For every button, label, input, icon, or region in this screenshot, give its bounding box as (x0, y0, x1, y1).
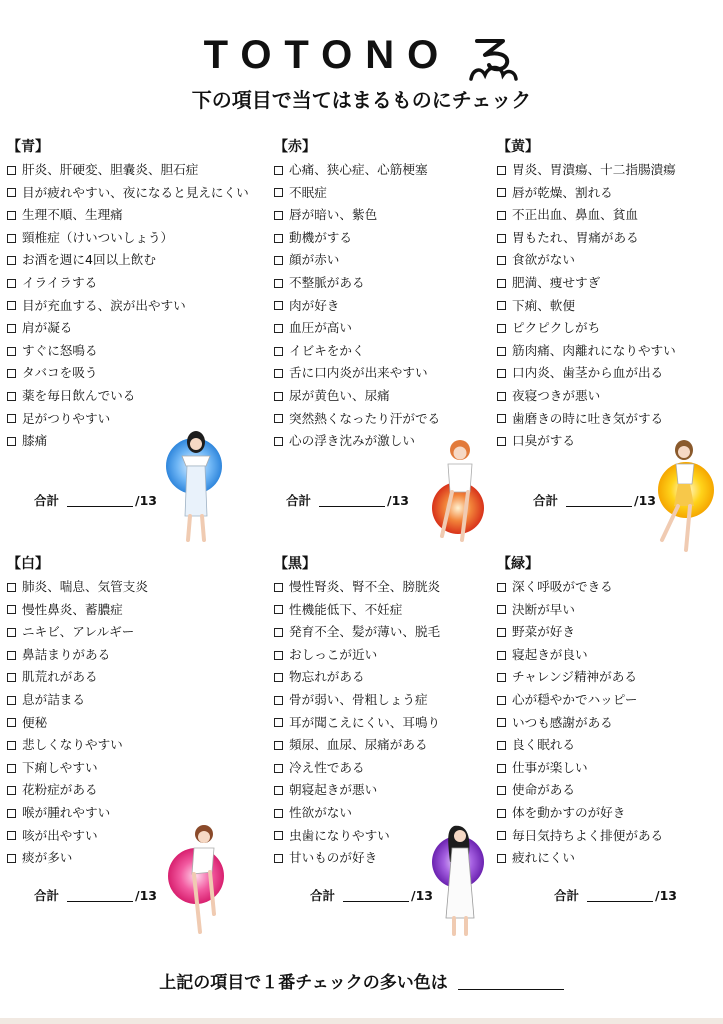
checklist-item[interactable]: 不正出血、鼻血、貧血 (497, 204, 676, 227)
checklist-item[interactable]: 仕事が楽しい (497, 757, 663, 780)
checkbox-icon[interactable] (7, 718, 16, 727)
checklist-item[interactable]: 舌に口内炎が出来やすい (274, 362, 440, 385)
checkbox-icon[interactable] (7, 764, 16, 773)
checklist-item[interactable]: 慢性腎炎、腎不全、膀胱炎 (274, 576, 440, 599)
section-black (274, 554, 440, 870)
total-blank[interactable] (587, 900, 653, 902)
checklist-item[interactable]: 筋肉痛、肉離れになりやすい (497, 340, 676, 363)
checkbox-icon[interactable] (274, 392, 283, 401)
checkbox-icon[interactable] (7, 605, 16, 614)
checkbox-icon[interactable] (274, 234, 283, 243)
checkbox-icon[interactable] (497, 651, 506, 660)
checkbox-icon[interactable] (497, 583, 506, 592)
checkbox-icon[interactable] (497, 605, 506, 614)
checkbox-icon[interactable] (497, 831, 506, 840)
checkbox-icon[interactable] (274, 301, 283, 310)
checkbox-icon[interactable] (497, 211, 506, 220)
woman-illustration-icon (650, 436, 720, 558)
checkbox-icon[interactable] (497, 369, 506, 378)
section-title: 【青】 (7, 139, 49, 155)
checklist-item[interactable]: 冷え性である (274, 757, 440, 780)
section-title: 【赤】 (274, 139, 316, 155)
checkbox-icon[interactable] (7, 279, 16, 288)
checklist-item[interactable]: 突然熱くなったり汗がでる (274, 408, 440, 431)
checklist-item[interactable]: 使命がある (497, 779, 663, 802)
checklist (497, 576, 663, 870)
checklist-item[interactable]: 鼻詰まりがある (7, 644, 148, 667)
checkbox-icon[interactable] (497, 301, 506, 310)
checkbox-icon[interactable] (497, 809, 506, 818)
checklist-item[interactable]: 良く眠れる (497, 734, 663, 757)
checklist-item[interactable]: 肉が好き (274, 295, 440, 318)
checklist-item[interactable]: 胃もたれ、胃痛がある (497, 227, 676, 250)
checkbox-icon[interactable] (497, 414, 506, 423)
checklist-item[interactable]: 悲しくなりやすい (7, 734, 148, 757)
checklist-item[interactable]: 性欲がない (274, 802, 440, 825)
checklist-item[interactable]: 心痛、狭心症、心筋梗塞 (274, 159, 440, 182)
checklist-item[interactable]: 体を動かすのが好き (497, 802, 663, 825)
checkbox-icon[interactable] (7, 809, 16, 818)
checklist-item[interactable]: 胃炎、胃潰瘍、十二指腸潰瘍 (497, 159, 676, 182)
checklist-item[interactable]: 生理不順、生理痛 (7, 204, 249, 227)
checkbox-icon[interactable] (497, 347, 506, 356)
footer-question: 上記の項目で１番チェックの多い色は (0, 970, 723, 996)
checkbox-icon[interactable] (7, 211, 16, 220)
checklist-item[interactable]: タバコを吸う (7, 362, 249, 385)
checkbox-icon[interactable] (7, 583, 16, 592)
checklist (497, 159, 676, 453)
checkbox-icon[interactable] (7, 437, 16, 446)
checkbox-icon[interactable] (7, 301, 16, 310)
checklist-item[interactable]: 心の浮き沈みが激しい (274, 430, 440, 453)
checkbox-icon[interactable] (274, 279, 283, 288)
section-title: 【黄】 (497, 139, 539, 155)
checklist-item[interactable]: 下痢しやすい (7, 757, 148, 780)
checklist-item[interactable]: すぐに怒鳴る (7, 340, 249, 363)
checklist-item[interactable]: 花粉症がある (7, 779, 148, 802)
checklist-item[interactable]: 顔が赤い (274, 249, 440, 272)
checklist-item[interactable]: 虫歯になりやすい (274, 825, 440, 848)
totono-logo-mark-icon (467, 33, 519, 81)
checkbox-icon[interactable] (274, 211, 283, 220)
checkbox-icon[interactable] (274, 673, 283, 682)
logo (0, 32, 723, 81)
checkbox-icon[interactable] (274, 369, 283, 378)
checklist-item[interactable]: 食欲がない (497, 249, 676, 272)
checklist-item[interactable]: イビキをかく (274, 340, 440, 363)
checklist-item[interactable]: 肺炎、喘息、気管支炎 (7, 576, 148, 599)
checkbox-icon[interactable] (497, 166, 506, 175)
section-yellow (497, 137, 676, 453)
checkbox-icon[interactable] (274, 347, 283, 356)
checklist-item[interactable]: ニキビ、アレルギー (7, 621, 148, 644)
checklist-item[interactable]: お酒を週に4回以上飲む (7, 249, 249, 272)
woman-illustration-icon (424, 822, 494, 940)
checkbox-icon[interactable] (497, 718, 506, 727)
woman-illustration-icon (422, 436, 494, 548)
checklist-item[interactable]: 骨が弱い、骨粗しょう症 (274, 689, 440, 712)
checkbox-icon[interactable] (497, 234, 506, 243)
checklist-item[interactable]: 性機能低下、不妊症 (274, 599, 440, 622)
checklist-item[interactable]: 肌荒れがある (7, 666, 148, 689)
checkbox-icon[interactable] (274, 854, 283, 863)
checkbox-icon[interactable] (7, 369, 16, 378)
checkbox-icon[interactable] (497, 279, 506, 288)
section-green (497, 554, 663, 870)
checklist-item[interactable]: 痰が多い (7, 847, 148, 870)
woman-illustration-icon (160, 430, 232, 550)
checkbox-icon[interactable] (7, 414, 16, 423)
checklist-item[interactable]: いつも感謝がある (497, 712, 663, 735)
checklist-item[interactable]: 足がつりやすい (7, 408, 249, 431)
total-red: 合計 /13 (286, 493, 409, 508)
checklist-item[interactable]: チャレンジ精神がある (497, 666, 663, 689)
checklist-item[interactable]: 喉が腫れやすい (7, 802, 148, 825)
checklist-item[interactable]: 深く呼吸ができる (497, 576, 663, 599)
checklist (274, 576, 440, 870)
checkbox-icon[interactable] (497, 324, 506, 333)
checkbox-icon[interactable] (497, 673, 506, 682)
checkbox-icon[interactable] (274, 583, 283, 592)
checkbox-icon[interactable] (274, 188, 283, 197)
checkbox-icon[interactable] (7, 392, 16, 401)
checklist-item[interactable]: 頸椎症（けいついしょう） (7, 227, 249, 250)
checkbox-icon[interactable] (497, 188, 506, 197)
total-white: 合計 /13 (34, 888, 157, 903)
checkbox-icon[interactable] (7, 188, 16, 197)
section-title: 【黒】 (274, 556, 316, 572)
woman-illustration-icon (160, 822, 236, 940)
total-green: 合計 /13 (554, 888, 677, 903)
checklist-item[interactable]: 寝起きが良い (497, 644, 663, 667)
checkbox-icon[interactable] (274, 741, 283, 750)
checkbox-icon[interactable] (7, 673, 16, 682)
checklist-item[interactable]: 不整脈がある (274, 272, 440, 295)
checklist-item[interactable]: 疲れにくい (497, 847, 663, 870)
checklist (7, 159, 249, 453)
checklist-item[interactable]: 口臭がする (497, 430, 676, 453)
checklist-item[interactable]: 夜寝つきが悪い (497, 385, 676, 408)
checklist-item[interactable]: ピクピクしがち (497, 317, 676, 340)
checklist-item[interactable]: 朝寝起きが悪い (274, 779, 440, 802)
checkbox-icon[interactable] (7, 831, 16, 840)
checklist-item[interactable]: イライラする (7, 272, 249, 295)
total-blank[interactable] (67, 505, 133, 507)
section-white (7, 554, 148, 870)
checkbox-icon[interactable] (274, 605, 283, 614)
checkbox-icon[interactable] (7, 651, 16, 660)
checklist-item[interactable]: 肩が凝る (7, 317, 249, 340)
total-blue: 合計 /13 (34, 493, 157, 508)
checkbox-icon[interactable] (7, 166, 16, 175)
checkbox-icon[interactable] (7, 854, 16, 863)
page-subtitle: 下の項目で当てはまるものにチェック (191, 88, 532, 112)
checkbox-icon[interactable] (7, 741, 16, 750)
checkbox-icon[interactable] (497, 741, 506, 750)
checklist-item[interactable]: 尿が黄色い、尿痛 (274, 385, 440, 408)
total-blank[interactable] (566, 505, 632, 507)
checkbox-icon[interactable] (497, 392, 506, 401)
checklist-item[interactable]: 耳が聞こえにくい、耳鳴り (274, 712, 440, 735)
total-blank[interactable] (67, 900, 133, 902)
total-blank[interactable] (343, 900, 409, 902)
checklist-item[interactable]: 動機がする (274, 227, 440, 250)
section-title: 【白】 (7, 556, 49, 572)
answer-blank[interactable] (458, 988, 564, 990)
checklist-item[interactable]: 頻尿、血尿、尿痛がある (274, 734, 440, 757)
checkbox-icon[interactable] (7, 347, 16, 356)
checklist-item[interactable]: 膝痛 (7, 430, 249, 453)
checklist-item[interactable]: 血圧が高い (274, 317, 440, 340)
checklist-item[interactable]: 野菜が好き (497, 621, 663, 644)
checklist-item[interactable]: 肝炎、肝硬変、胆嚢炎、胆石症 (7, 159, 249, 182)
checkbox-icon[interactable] (7, 628, 16, 637)
checkbox-icon[interactable] (274, 718, 283, 727)
checkbox-icon[interactable] (274, 786, 283, 795)
checklist-item[interactable]: 息が詰まる (7, 689, 148, 712)
total-yellow: 合計 /13 (533, 493, 656, 508)
checkbox-icon[interactable] (497, 786, 506, 795)
checklist-item[interactable]: 咳が出やすい (7, 825, 148, 848)
checklist (274, 159, 440, 453)
checkbox-icon[interactable] (7, 786, 16, 795)
checkbox-icon[interactable] (274, 324, 283, 333)
checklist-item[interactable]: 歯磨きの時に吐き気がする (497, 408, 676, 431)
checklist-item[interactable]: 唇が暗い、紫色 (274, 204, 440, 227)
checkbox-icon[interactable] (274, 651, 283, 660)
checkbox-icon[interactable] (497, 854, 506, 863)
checklist-item[interactable]: 口内炎、歯茎から血が出る (497, 362, 676, 385)
checklist-item[interactable]: 甘いものが好き (274, 847, 440, 870)
checklist-item[interactable]: 不眠症 (274, 182, 440, 205)
checklist-item[interactable]: 慢性鼻炎、蓄膿症 (7, 599, 148, 622)
checkbox-icon[interactable] (497, 256, 506, 265)
checkbox-icon[interactable] (274, 166, 283, 175)
section-red (274, 137, 440, 453)
checkbox-icon[interactable] (274, 696, 283, 705)
checkbox-icon[interactable] (7, 696, 16, 705)
checklist-item[interactable]: 発育不全、髪が薄い、脱毛 (274, 621, 440, 644)
checklist-item[interactable]: 物忘れがある (274, 666, 440, 689)
checklist-item[interactable]: 目が疲れやすい、夜になると見えにくい (7, 182, 249, 205)
section-blue (7, 137, 249, 453)
section-title: 【緑】 (497, 556, 539, 572)
checklist-item[interactable]: 薬を毎日飲んでいる (7, 385, 249, 408)
checkbox-icon[interactable] (7, 234, 16, 243)
checklist-item[interactable]: 心が穏やかでハッピー (497, 689, 663, 712)
total-black: 合計 /13 (310, 888, 433, 903)
checkbox-icon[interactable] (274, 437, 283, 446)
checkbox-icon[interactable] (274, 809, 283, 818)
checkbox-icon[interactable] (274, 628, 283, 637)
checkbox-icon[interactable] (274, 831, 283, 840)
checklist (7, 576, 148, 870)
checkbox-icon[interactable] (7, 256, 16, 265)
checklist-item[interactable]: 下痢、軟便 (497, 295, 676, 318)
logo-text: TOTONO (203, 33, 452, 77)
bottom-edge (0, 1018, 723, 1024)
checkbox-icon[interactable] (7, 324, 16, 333)
checklist-item[interactable]: 唇が乾燥、割れる (497, 182, 676, 205)
checklist-item[interactable]: 毎日気持ちよく排便がある (497, 825, 663, 848)
total-blank[interactable] (319, 505, 385, 507)
checklist-item[interactable]: おしっこが近い (274, 644, 440, 667)
checklist-item[interactable]: 肥満、痩せすぎ (497, 272, 676, 295)
checkbox-icon[interactable] (274, 414, 283, 423)
checkbox-icon[interactable] (274, 256, 283, 265)
checkbox-icon[interactable] (497, 764, 506, 773)
checklist-item[interactable]: 目が充血する、涙が出やすい (7, 295, 249, 318)
checklist-item[interactable]: 決断が早い (497, 599, 663, 622)
checklist-item[interactable]: 便秘 (7, 712, 148, 735)
checkbox-icon[interactable] (274, 764, 283, 773)
checkbox-icon[interactable] (497, 437, 506, 446)
checkbox-icon[interactable] (497, 696, 506, 705)
checkbox-icon[interactable] (497, 628, 506, 637)
